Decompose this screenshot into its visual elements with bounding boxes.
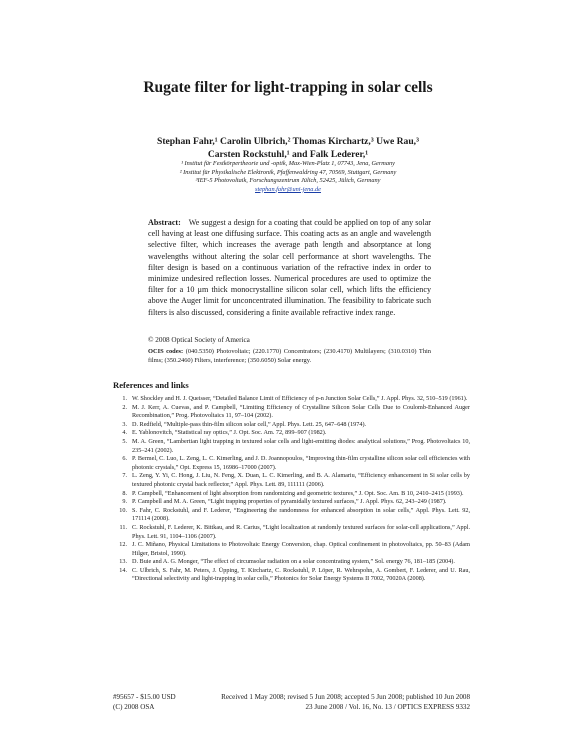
reference-number: 5. bbox=[122, 437, 127, 445]
reference-number: 13. bbox=[119, 558, 127, 566]
footer-copyright: (C) 2008 OSA bbox=[113, 702, 155, 711]
author-line-2: Carsten Rockstuhl,¹ and Falk Lederer,¹ bbox=[207, 149, 369, 160]
reference-number: 8. bbox=[122, 489, 127, 497]
reference-text: D. Buie and A. G. Monger, “The effect of circumsolar radiation on a solar concentrating system,” Sol. energy 76, 181–185 (2004). bbox=[132, 558, 455, 566]
affiliation-1: ¹ Institut für Festkörpertheorie und -optik, Max-Wien-Platz 1, 07743, Jena, Germany bbox=[181, 160, 395, 167]
reference-text: C. Rockstuhl, F. Lederer, K. Bittkau, and R. Carius, “Light localization at randomly textured surfaces for solar-cell applications,” Appl. Phys. Lett. 91, 1104–1106 (2007). bbox=[132, 523, 470, 540]
reference-text: D. Redfield, “Multiple-pass thin-film silicon solar cell,” Appl. Phys. Lett. 25, 647–648 (1974). bbox=[132, 420, 367, 428]
author-list bbox=[110, 135, 466, 161]
ocis-label: OCIS codes: bbox=[148, 348, 184, 355]
reference-number: 7. bbox=[122, 472, 127, 480]
reference-list bbox=[113, 395, 470, 584]
reference-item bbox=[113, 472, 470, 489]
reference-text: C. Ulbrich, S. Fahr, M. Peters, J. Üpping, T. Kirchartz, C. Rockstuhl, P. Löper, R. Wehrspohn, A. Gombert, F. Lederer, and U. Rau, “Directional selectivity and light-trapping in solar cells,” Photonics for Solar Energy Systems II 7002, 70020A (2008). bbox=[132, 566, 470, 583]
page-footer bbox=[113, 693, 470, 712]
abstract-text: We suggest a design for a coating that could be applied on top of any solar cell having at least one diffusing surface. This coating acts as an angle and wavelength selective filter, which increases the average path length and absorptance at long wavelengths without altering the solar cell performance at short wavelengths. The filter design is based on a continuous variation of the refractive index in order to minimize undesired reflection losses. Numerical procedures are used to optimize the filter for a 10 μm thick monocrystalline silicon solar cell, which lifts the efficiency above the Auger limit for unconcentrated illumination. The feasibility to fabricate such filters is also discussed, considering a finite available refractive index range. bbox=[148, 218, 431, 317]
reference-item bbox=[113, 558, 470, 567]
email-link[interactable]: stephan.fahr@uni-jena.de bbox=[255, 185, 321, 193]
reference-text: W. Shockley and H. J. Queisser, “Detailed Balance Limit of Efficiency of p-n Junction Solar Cells,” J. Appl. Phys. 32, 510–519 (1961). bbox=[132, 395, 468, 402]
reference-item bbox=[113, 507, 470, 524]
author-line-1: Stephan Fahr,¹ Carolin Ulbrich,² Thomas Kirchartz,³ Uwe Rau,³ bbox=[157, 136, 419, 147]
reference-text: L. Zeng, Y. Yi, C. Hong, J. Liu, N. Feng, X. Duan, L. C. Kimerling, and B. A. Alamariu, “Efficiency enhancement in Si solar cells by textured photonic crystal back reflector,” Appl. Phys. Lett. 89, 111111 (2006). bbox=[132, 472, 470, 488]
paper-title: Rugate filter for light-trapping in solar cells bbox=[143, 79, 433, 96]
reference-item bbox=[113, 567, 470, 584]
reference-number: 12. bbox=[119, 541, 127, 549]
reference-text: E. Yablonovitch, “Statistical ray optics,” J. Opt. Soc. Am. 72, 899–907 (1982). bbox=[132, 429, 327, 437]
footer-journal-info: 23 June 2008 / Vol. 16, No. 13 / OPTICS EXPRESS 9332 bbox=[305, 702, 470, 711]
reference-text: M. A. Green, “Lambertian light trapping in textured solar cells and light-emitting diodes: analytical solutions,” Prog. Photovoltaics 10, 235–241 (2002). bbox=[132, 437, 470, 454]
reference-item bbox=[113, 455, 470, 472]
reference-item bbox=[113, 404, 470, 421]
reference-number: 11. bbox=[119, 523, 127, 531]
reference-number: 4. bbox=[122, 429, 127, 437]
reference-item bbox=[113, 421, 470, 430]
reference-item bbox=[113, 429, 470, 438]
affiliation-3: ³IEF-5 Photovoltaik, Forschungszentrum Jülich, 52425, Jülich, Germany bbox=[195, 177, 381, 185]
reference-item bbox=[113, 498, 470, 507]
affiliation-2: ² Institut für Physikalische Elektronik, Pfaffenwaldring 47, 70569, Stuttgart, Germany bbox=[179, 168, 397, 176]
reference-item bbox=[113, 490, 470, 499]
reference-number: 9. bbox=[122, 498, 127, 506]
abstract bbox=[148, 217, 431, 318]
reference-number: 10. bbox=[119, 506, 127, 514]
references-heading: References and links bbox=[113, 380, 189, 390]
footer-article-id: #95657 - $15.00 USD bbox=[113, 693, 176, 701]
abstract-label: Abstract: bbox=[148, 218, 181, 227]
reference-text: P. Campbell, “Enhancement of light absorption from randomizing and geometric textures,” J. Opt. Soc. Am. B 10, 2410–2415 (1993). bbox=[132, 489, 464, 497]
reference-item bbox=[113, 438, 470, 455]
affiliations bbox=[118, 160, 458, 194]
reference-number: 1. bbox=[122, 395, 127, 402]
reference-number: 6. bbox=[122, 455, 127, 463]
reference-number: 2. bbox=[122, 403, 127, 411]
reference-text: S. Fahr, C. Rockstuhl, and F. Lederer, “Engineering the randomness for enhanced absorption in solar cells,” Appl. Phys. Lett. 92, 171114 (2008). bbox=[132, 506, 470, 523]
reference-item bbox=[113, 395, 470, 404]
reference-item bbox=[113, 541, 470, 558]
ocis-text: (040.5350) Photovoltaic; (220.1770) Concentrators; (230.4170) Multilayers; (310.0310) Thin films; (350.2460) Filters, interference; (350.6050) Solar energy. bbox=[148, 348, 431, 364]
reference-number: 14. bbox=[119, 566, 127, 574]
reference-text: P. Campbell and M. A. Green, “Light trapping properties of pyramidally textured surfaces,” J. Appl. Phys. 62, 243–249 (1987). bbox=[132, 498, 447, 506]
reference-item bbox=[113, 524, 470, 541]
reference-text: P. Bermel, C. Luo, L. Zeng, L. C. Kimerling, and J. D. Joannopoulos, “Improving thin-film crystalline silicon solar cell efficiencies with photonic crystals,” Opt. Express 15, 16986–17000 (2007). bbox=[132, 455, 470, 471]
reference-text: J. C. Miñano, Physical Limitations to Photovoltaic Energy Conversion, chap. Optical confinement in photovoltaics, pp. 50–83 (Adam Hilger, Bristol, 1990). bbox=[132, 541, 470, 557]
ocis-codes bbox=[148, 348, 431, 365]
reference-text: M. J. Kerr, A. Cuevas, and P. Campbell, “Limiting Efficiency of Crystalline Silicon Solar Cells Due to Coulomb-Enhanced Auger Recombination,” Prog. Photovoltaics 11, 97–104 (2002). bbox=[132, 403, 470, 420]
footer-dates: Received 1 May 2008; revised 5 Jun 2008; accepted 5 Jun 2008; published 10 Jun 2008 bbox=[221, 693, 470, 701]
reference-number: 3. bbox=[122, 420, 127, 428]
copyright-notice: © 2008 Optical Society of America bbox=[148, 336, 250, 344]
